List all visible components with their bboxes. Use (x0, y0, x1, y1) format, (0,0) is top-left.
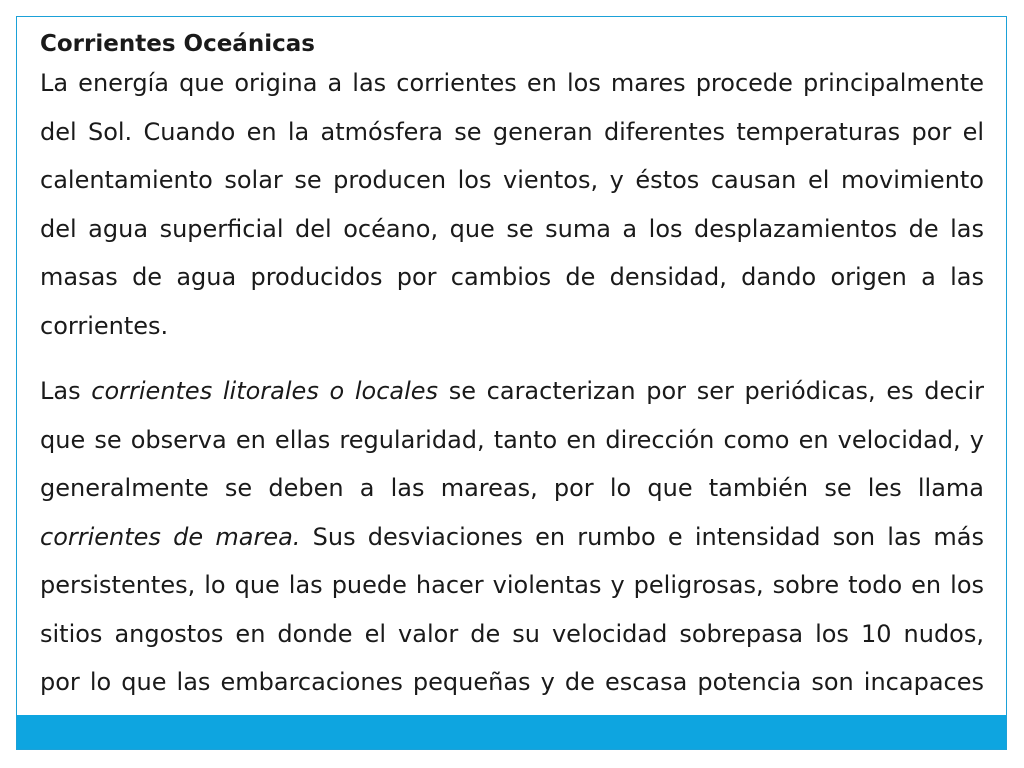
paragraph-coastal-currents (40, 367, 984, 755)
document-content (40, 29, 984, 755)
document-title: Corrientes Oceánicas (40, 31, 315, 57)
italic-term-coastal-currents: corrientes litorales o locales (91, 377, 439, 405)
paragraph-text-segment: se caracterizan por ser periódicas, es decir que se observa en ellas regularidad, tanto en dirección como en velocidad, y generalmente se deben a las mareas, por lo que también se les llama (40, 377, 985, 502)
slide-frame (16, 16, 1007, 750)
paragraph-energy-origin: La energía que origina a las corrientes en los mares procede principalmente del Sol. Cuando en la atmósfera se generan diferentes temperaturas por el calentamiento solar se producen los vientos, y éstos causan el movimiento del agua superficial del océano, que se suma a los desplazamientos de las masas de agua producidos por cambios de densidad, dando origen a las corrientes. (40, 69, 984, 340)
italic-term-tidal-currents: corrientes de marea. (40, 522, 301, 551)
footer-accent-bar (17, 715, 1006, 749)
paragraph-text-segment: Las (40, 377, 92, 405)
paragraph-text-segment: Sus desviaciones en rumbo e intensidad son las más persistentes, lo que las puede hacer violentas y peligrosas, sobre todo en los sitios angostos en donde el valor de su velocidad sobrepasa los 10 nudos, por lo que las embarcaciones pequeñas y de escasa potencia son incapaces (40, 522, 984, 696)
